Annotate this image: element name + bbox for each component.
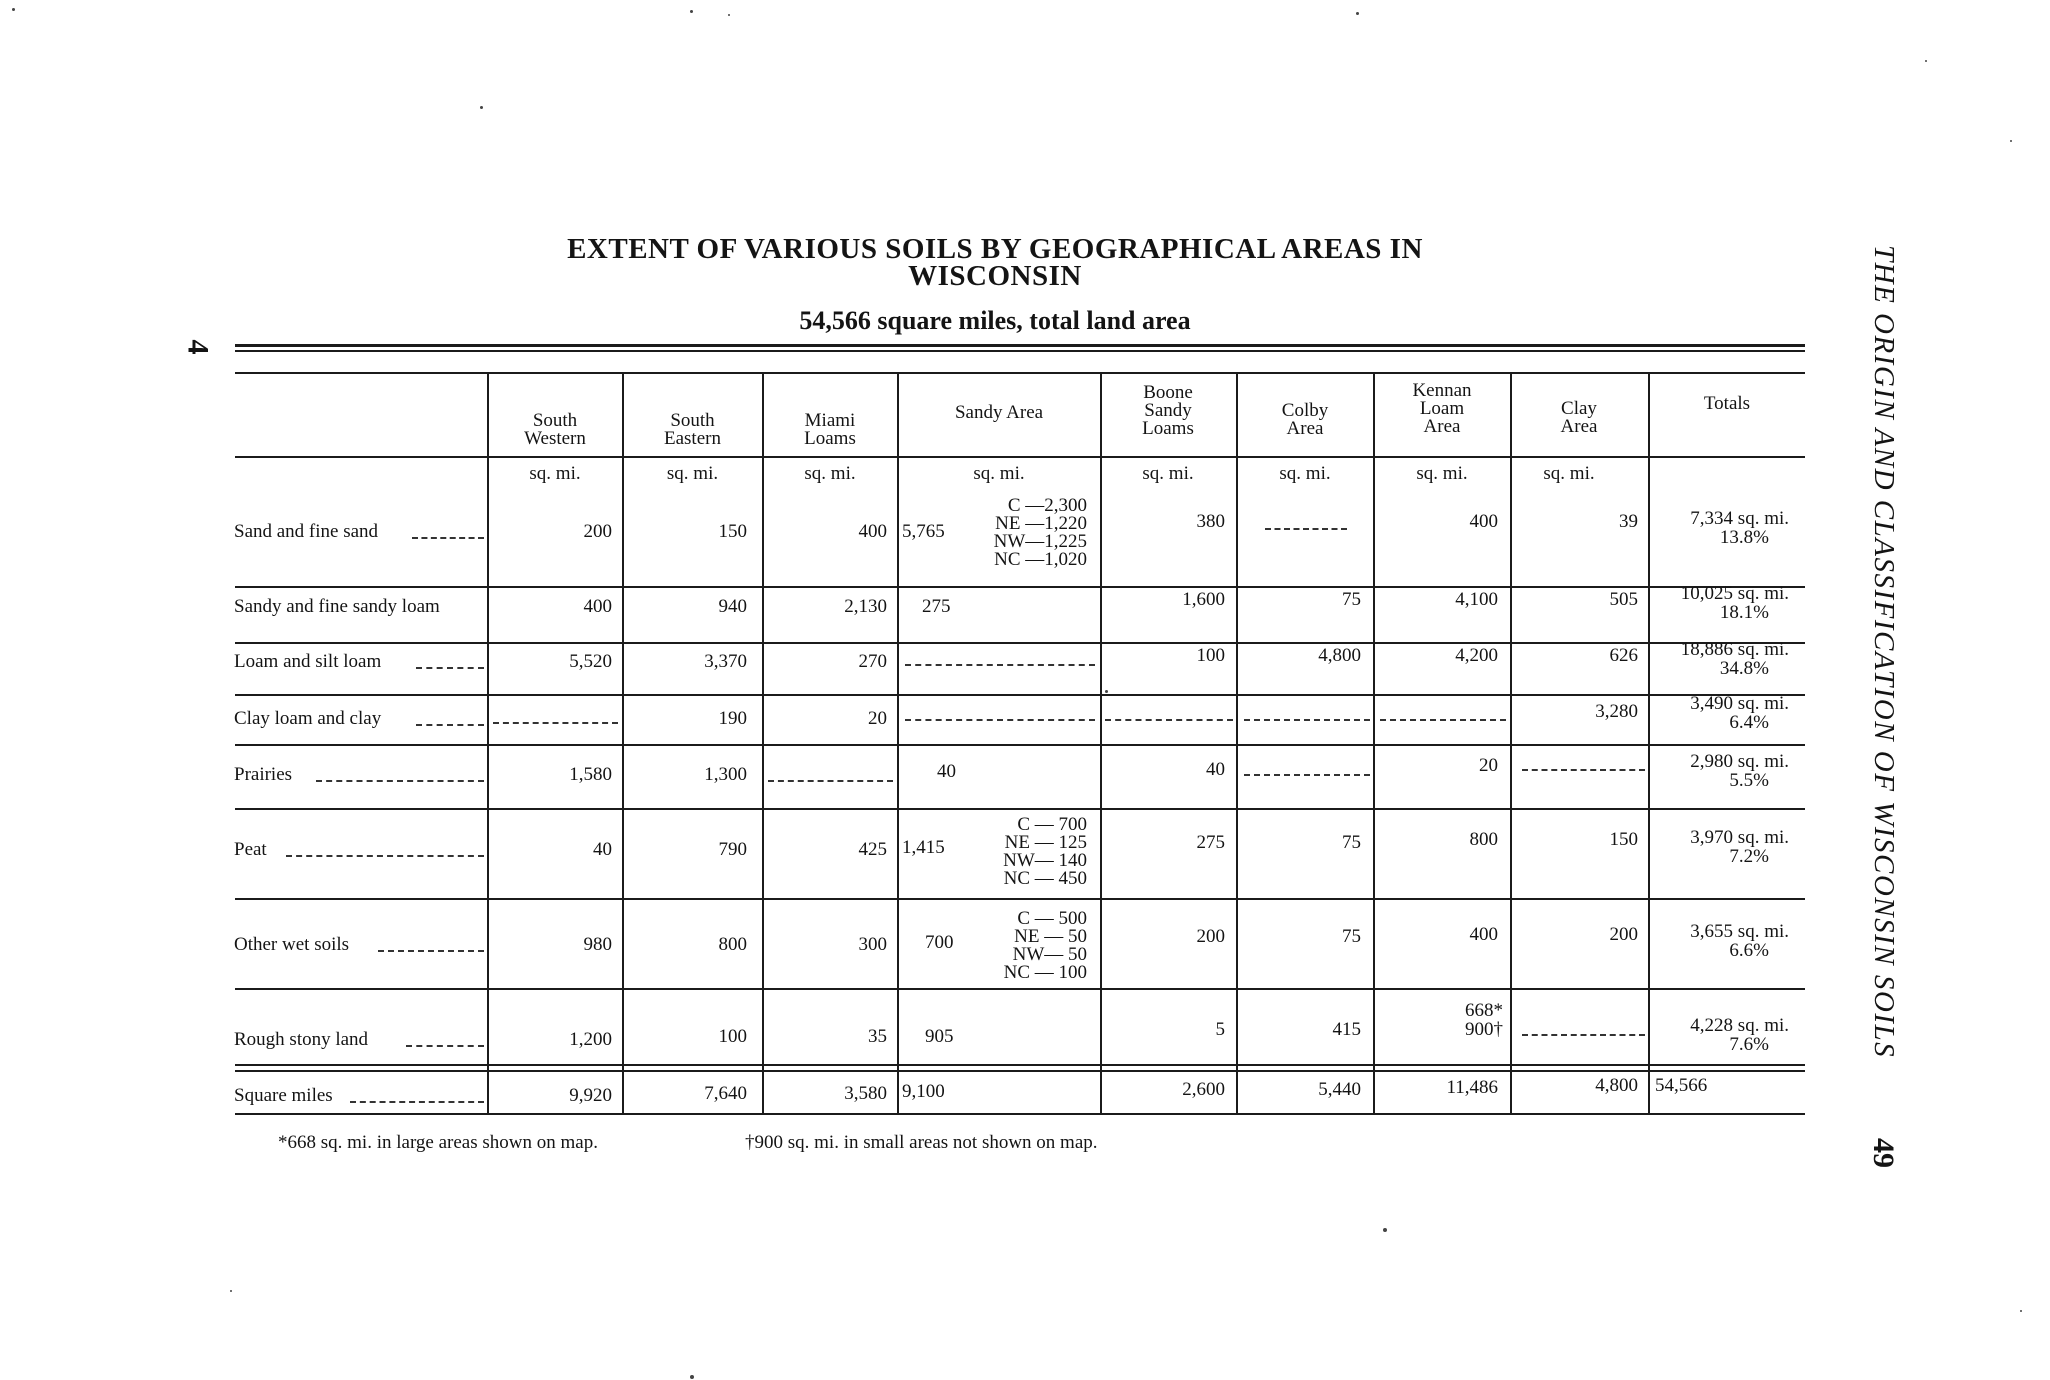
cell-sandy-total: 1,415	[902, 837, 945, 858]
col-rule-9	[1648, 374, 1650, 1114]
leader-dots	[286, 855, 484, 857]
row-sep-1	[235, 586, 1805, 588]
cell-se: 1,300	[704, 764, 747, 785]
header-boone-sandy-loams: Boone Sandy Loams	[1142, 382, 1194, 439]
col-rule-6	[1236, 374, 1238, 1114]
col-rule-7	[1373, 374, 1375, 1114]
header-rule	[235, 456, 1805, 458]
cell-se: 190	[718, 708, 747, 729]
cell-sandy-total: 275	[922, 596, 951, 617]
cell-colby-empty	[1244, 719, 1370, 721]
leader-dots	[412, 537, 484, 539]
leader-dots	[350, 1101, 484, 1103]
cell-boone: 200	[1196, 926, 1225, 947]
cell-total: 3,970 sq. mi. 7.2%	[1690, 827, 1789, 867]
top-rule-1	[235, 344, 1805, 347]
cell-colby: 415	[1332, 1019, 1361, 1040]
cell-sandy-total: 905	[925, 1026, 954, 1047]
cell-boone: 1,600	[1182, 589, 1225, 610]
cell-clay: 150	[1609, 829, 1638, 850]
cell-sw: 1,200	[569, 1029, 612, 1050]
unit-se: sq. mi.	[666, 463, 719, 484]
unit-sandy: sq. mi.	[973, 463, 1025, 484]
header-miami-loams: Miami Loams	[804, 410, 856, 449]
cell-total: 3,655 sq. mi. 6.6%	[1690, 921, 1789, 961]
table-title-line-1: EXTENT OF VARIOUS SOILS BY GEOGRAPHICAL AREAS IN	[567, 233, 1423, 265]
top-rule-3	[235, 372, 1805, 374]
cell-clay: 4,800	[1595, 1075, 1638, 1096]
cell-miami: 35	[868, 1026, 887, 1047]
cell-boone: 100	[1196, 645, 1225, 666]
top-rule-2	[235, 350, 1805, 352]
cell-se: 800	[718, 934, 747, 955]
cell-sw: 40	[593, 839, 612, 860]
cell-clay-empty	[1522, 1034, 1645, 1036]
cell-sandy-total: 5,765	[902, 521, 945, 542]
row-label: Square miles	[234, 1085, 333, 1106]
cell-sw: 9,920	[569, 1085, 612, 1106]
cell-sw: 1,580	[569, 764, 612, 785]
facing-page-number: 4	[181, 339, 215, 355]
cell-colby: 75	[1342, 832, 1361, 853]
cell-sw: 980	[583, 934, 612, 955]
page-number: 49	[1867, 1138, 1900, 1168]
header-clay-area: Clay Area	[1560, 398, 1598, 437]
row-label: Rough stony land	[234, 1029, 369, 1050]
leader-dots	[406, 1045, 484, 1047]
row-label: Sand and fine sand	[234, 521, 379, 542]
row-sep-8b	[235, 1070, 1805, 1072]
footnote-a: *668 sq. mi. in large areas shown on map.	[278, 1132, 598, 1153]
cell-boone: 275	[1196, 832, 1225, 853]
cell-total: 54,566	[1655, 1075, 1708, 1096]
cell-colby: 5,440	[1318, 1079, 1361, 1100]
row-label: Other wet soils	[234, 934, 350, 955]
cell-kennan: 11,486	[1446, 1077, 1498, 1098]
leader-dots	[416, 724, 484, 726]
cell-boone: 40	[1206, 759, 1225, 780]
cell-kennan: 20	[1479, 755, 1498, 776]
cell-colby: 75	[1342, 926, 1361, 947]
header-totals: Totals	[1703, 393, 1751, 414]
cell-kennan: 4,100	[1455, 589, 1498, 610]
row-sep-8a	[235, 1064, 1805, 1066]
row-sep-3	[235, 694, 1805, 696]
cell-colby: 75	[1342, 589, 1361, 610]
cell-se: 150	[718, 521, 747, 542]
cell-clay: 39	[1619, 511, 1638, 532]
cell-kennan: 4,200	[1455, 645, 1498, 666]
cell-clay-empty	[1522, 769, 1645, 771]
unit-boone: sq. mi.	[1142, 463, 1194, 484]
cell-miami: 2,130	[844, 596, 887, 617]
cell-total: 7,334 sq. mi. 13.8%	[1690, 508, 1789, 548]
header-sandy-area: Sandy Area	[954, 402, 1044, 423]
table-title	[520, 233, 1470, 292]
cell-total: 10,025 sq. mi. 18.1%	[1680, 583, 1789, 623]
table-subtitle: 54,566 square miles, total land area	[799, 306, 1191, 335]
leader-dots	[378, 950, 484, 952]
cell-se: 7,640	[704, 1083, 747, 1104]
cell-kennan: 668* 900†	[1465, 1000, 1503, 1040]
cell-boone: 2,600	[1182, 1079, 1225, 1100]
cell-clay: 3,280	[1595, 701, 1638, 722]
cell-se: 790	[718, 839, 747, 860]
cell-sandy-total: 9,100	[902, 1081, 945, 1102]
cell-clay: 626	[1609, 645, 1638, 666]
row-label: Peat	[234, 839, 267, 860]
cell-total: 4,228 sq. mi. 7.6%	[1690, 1015, 1789, 1055]
col-rule-8	[1510, 374, 1512, 1114]
cell-se: 940	[718, 596, 747, 617]
cell-miami: 425	[858, 839, 887, 860]
row-sep-7	[235, 988, 1805, 990]
cell-miami: 400	[858, 521, 887, 542]
running-head: THE ORIGIN AND CLASSIFICATION OF WISCONSIN SOILS	[1868, 245, 1900, 1059]
header-south-western: South Western	[524, 410, 586, 449]
cell-clay: 200	[1609, 924, 1638, 945]
header-kennan-loam-area: Kennan Loam Area	[1412, 380, 1472, 437]
cell-colby-empty	[1244, 774, 1370, 776]
cell-sandy-empty	[905, 719, 1095, 721]
row-sep-2	[235, 642, 1805, 644]
cell-total: 3,490 sq. mi. 6.4%	[1690, 693, 1789, 733]
unit-clay: sq. mi.	[1543, 463, 1595, 484]
row-sep-4	[235, 744, 1805, 746]
row-label: Clay loam and clay	[234, 708, 382, 729]
col-rule-3	[762, 374, 764, 1114]
cell-se: 3,370	[704, 651, 747, 672]
footnote-b: †900 sq. mi. in small areas not shown on map.	[745, 1132, 1098, 1153]
header-south-eastern: South Eastern	[664, 410, 721, 449]
cell-miami: 3,580	[844, 1083, 887, 1104]
row-sep-5	[235, 808, 1805, 810]
cell-colby: 4,800	[1318, 645, 1361, 666]
cell-clay: 505	[1609, 589, 1638, 610]
cell-colby-empty	[1265, 528, 1347, 530]
cell-miami-empty	[768, 780, 893, 782]
cell-sw: 5,520	[569, 651, 612, 672]
leader-dots	[416, 667, 484, 669]
cell-miami: 20	[868, 708, 887, 729]
row-label: Prairies	[234, 764, 293, 785]
cell-sw-empty	[493, 722, 618, 724]
unit-kennan: sq. mi.	[1416, 463, 1468, 484]
col-rule-1	[487, 374, 489, 1114]
cell-sw: 400	[583, 596, 612, 617]
cell-kennan-empty	[1380, 719, 1506, 721]
cell-se: 100	[718, 1026, 747, 1047]
bottom-rule	[235, 1113, 1805, 1115]
unit-miami: sq. mi.	[804, 463, 856, 484]
cell-sandy-breakdown: C — 500 NE — 50 NW— 50 NC — 100	[1003, 908, 1087, 983]
cell-total: 2,980 sq. mi. 5.5%	[1690, 751, 1789, 791]
cell-total: 18,886 sq. mi. 34.8%	[1680, 639, 1789, 679]
cell-sw: 200	[583, 521, 612, 542]
row-label: Loam and silt loam	[234, 651, 382, 672]
cell-boone-empty	[1105, 719, 1233, 721]
cell-miami: 270	[858, 651, 887, 672]
unit-sw: sq. mi.	[529, 463, 581, 484]
cell-sandy-breakdown: C —2,300 NE —1,220 NW—1,225 NC —1,020	[993, 495, 1087, 570]
cell-kennan: 400	[1469, 924, 1498, 945]
cell-sandy-total: 40	[937, 761, 956, 782]
cell-miami: 300	[858, 934, 887, 955]
cell-boone: 380	[1196, 511, 1225, 532]
row-label: Sandy and fine sandy loam	[234, 596, 440, 617]
cell-kennan: 400	[1469, 511, 1498, 532]
cell-boone: 5	[1215, 1019, 1225, 1040]
cell-kennan: 800	[1469, 829, 1498, 850]
row-sep-6	[235, 898, 1805, 900]
cell-sandy-empty	[905, 664, 1095, 666]
col-rule-4	[897, 374, 899, 1114]
unit-colby: sq. mi.	[1279, 463, 1331, 484]
col-rule-2	[622, 374, 624, 1114]
col-rule-5	[1100, 374, 1102, 1114]
cell-sandy-breakdown: C — 700 NE — 125 NW— 140 NC — 450	[1003, 814, 1087, 889]
cell-sandy-total: 700	[925, 932, 954, 953]
leader-dots	[316, 780, 484, 782]
table-title-line-2: WISCONSIN	[908, 260, 1082, 292]
header-colby-area: Colby Area	[1281, 400, 1329, 439]
